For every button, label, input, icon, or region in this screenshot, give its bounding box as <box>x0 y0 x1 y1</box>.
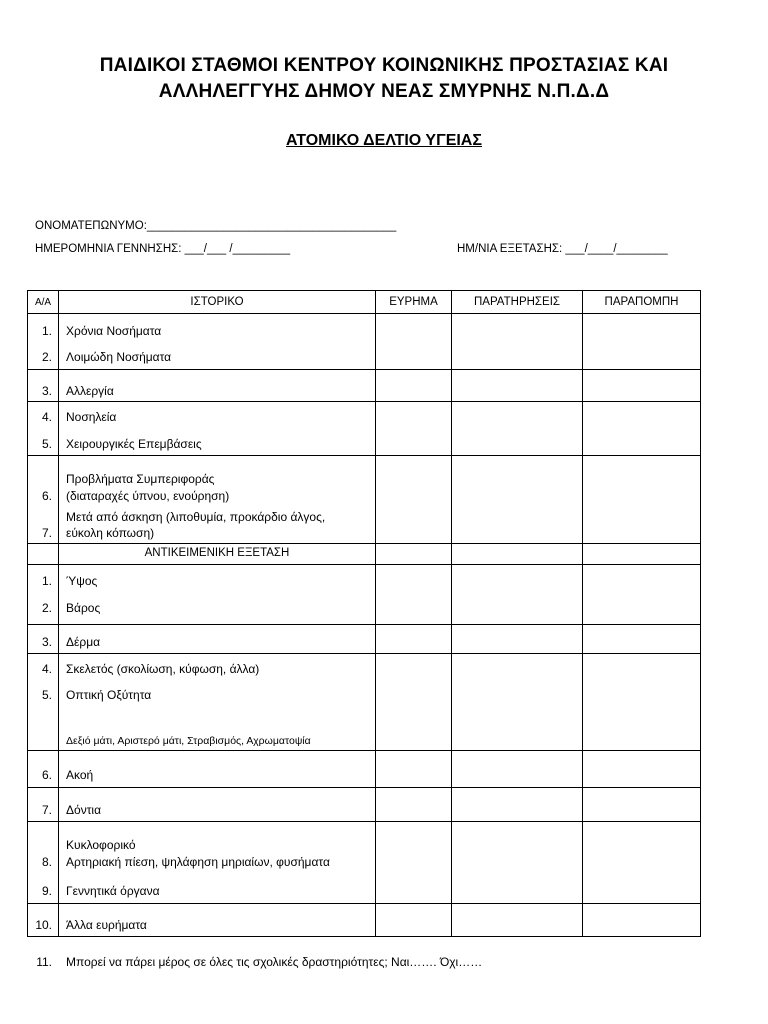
exam-item-label: Οπτική Οξύτητα <box>66 688 152 702</box>
row-number: 2. <box>41 350 52 364</box>
exam-item-label: Ύψος <box>66 574 98 588</box>
row-number: 4. <box>41 410 52 424</box>
history-item-label: Χειρουργικές Επεμβάσεις <box>66 437 202 451</box>
row-number: 3. <box>41 384 52 398</box>
row-number: 9. <box>41 884 52 898</box>
column-header-observations: ΠΑΡΑΤΗΡΗΣΕΙΣ <box>474 296 560 308</box>
row-number: 4. <box>41 662 52 676</box>
exam-item-label: Σκελετός (σκολίωση, κύφωση, άλλα) <box>66 662 260 676</box>
history-item-label: Αλλεργία <box>66 384 114 398</box>
exam-item-label: Άλλα ευρήματα <box>66 918 147 932</box>
question-number: 11. <box>36 955 52 969</box>
column-header-finding: ΕΥΡΗΜΑ <box>389 296 438 308</box>
row-number: 6. <box>41 489 52 503</box>
exam-item-label: Βάρος <box>66 601 101 615</box>
history-item-detail: (διαταραχές ύπνου, ενούρηση) <box>66 489 230 503</box>
exam-item-label: Κυκλοφορικό <box>66 838 136 852</box>
birth-date-field[interactable]: ΗΜΕΡΟΜΗΝΙΑ ΓΕΝΝΗΣΗΣ: ___/___ /_________ <box>35 243 291 255</box>
column-header-history: ΙΣΤΟΡΙΚΟ <box>190 296 244 308</box>
row-number: 10. <box>35 918 52 932</box>
row-number: 3. <box>41 635 52 649</box>
row-number: 5. <box>41 688 52 702</box>
exam-item-label: Δέρμα <box>66 635 101 649</box>
history-item-label: Μετά από άσκηση (λιποθυμία, προκάρδιο άλγος, <box>66 510 326 524</box>
history-item-label: Λοιμώδη Νοσήματα <box>66 350 172 364</box>
row-number: 8. <box>41 855 52 869</box>
history-item-detail: εύκολη κόπωση) <box>66 526 155 540</box>
column-header-referral: ΠΑΡΑΠΟΜΠΗ <box>604 296 679 308</box>
exam-item-label: Δόντια <box>66 803 102 817</box>
exam-item-detail: Αρτηριακή πίεση, ψηλάφηση μηριαίων, φυσήματα <box>66 855 330 869</box>
row-number: 7. <box>41 526 52 540</box>
exam-item-note: Δεξιό μάτι, Αριστερό μάτι, Στραβισμός, Αχρωματοψία <box>66 735 311 747</box>
row-number: 1. <box>41 574 52 588</box>
row-number: 1. <box>41 324 52 338</box>
row-number: 7. <box>41 803 52 817</box>
section-title-objective-exam: ΑΝΤΙΚΕΙΜΕΝΙΚΗ ΕΞΕΤΑΣΗ <box>144 547 290 559</box>
row-number: 2. <box>41 601 52 615</box>
history-item-label: Χρόνια Νοσήματα <box>66 324 162 338</box>
row-number: 6. <box>41 768 52 782</box>
exam-item-label: Γεννητικά όργανα <box>66 884 160 898</box>
name-field[interactable]: ΟΝΟΜΑΤΕΠΩΝΥΜΟ:_______________________________________ <box>35 220 397 232</box>
activities-question: Μπορεί να πάρει μέρος σε όλες τις σχολικές δραστηριότητες; Ναι……. Όχι…… <box>66 955 483 969</box>
column-header-aa: Α/Α <box>34 297 52 308</box>
exam-item-label: Ακοή <box>66 768 94 782</box>
row-number: 5. <box>41 437 52 451</box>
page-title: ΑΤΟΜΙΚΟ ΔΕΛΤΙΟ ΥΓΕΙΑΣ <box>286 132 482 149</box>
history-item-label: Νοσηλεία <box>66 410 117 424</box>
history-item-label: Προβλήματα Συμπεριφοράς <box>66 472 215 486</box>
exam-date-field[interactable]: ΗΜ/ΝΙΑ ΕΞΕΤΑΣΗΣ: ___/____/________ <box>457 243 668 255</box>
org-name-line-1: ΠΑΙΔΙΚΟΙ ΣΤΑΘΜΟΙ ΚΕΝΤΡΟΥ ΚΟΙΝΩΝΙΚΗΣ ΠΡΟΣΤΑΣΙΑΣ ΚΑΙ <box>99 55 669 76</box>
org-name-line-2: ΑΛΛΗΛΕΓΓΥΗΣ ΔΗΜΟΥ ΝΕΑΣ ΣΜΥΡΝΗΣ Ν.Π.Δ.Δ <box>158 81 610 102</box>
